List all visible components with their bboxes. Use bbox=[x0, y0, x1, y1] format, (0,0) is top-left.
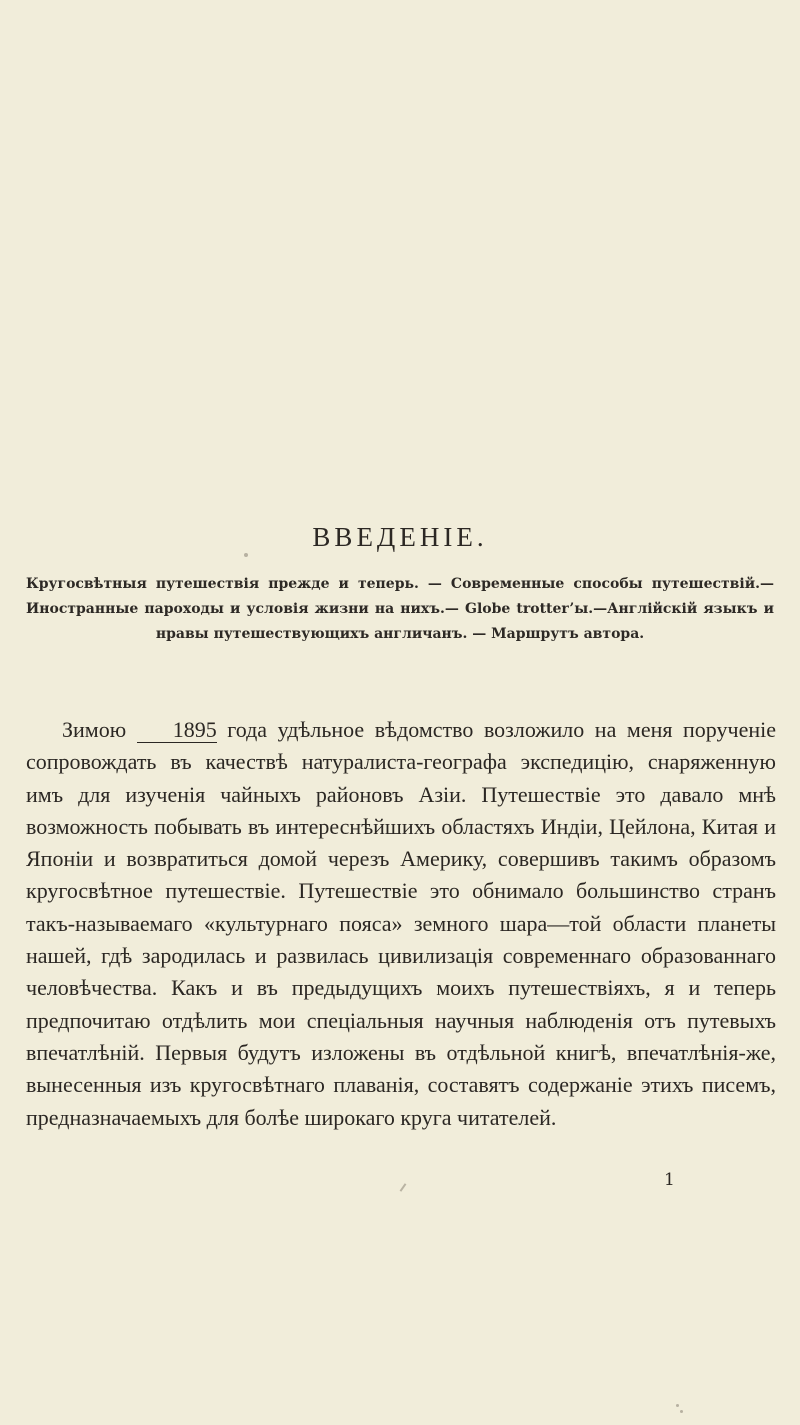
paper-speck bbox=[676, 1404, 679, 1407]
chapter-title: ВВЕДЕНIЕ. bbox=[312, 522, 488, 552]
body-text bbox=[26, 714, 776, 1134]
paper-speck bbox=[680, 1410, 683, 1413]
stray-mark bbox=[400, 1183, 407, 1192]
chapter-summary: Кругосвѣтныя путешествiя прежде и теперь. — Современные способы путешествiй.—Иностранные пароходы и условiя жизни на нихъ.— Globe trotter’ы.—Англiйскiй языкъ и нравы путешествующихъ англичанъ. — Маршрутъ автора. bbox=[26, 576, 774, 642]
page-number: 1 bbox=[664, 1170, 675, 1190]
body-text-start: Зимою bbox=[62, 717, 137, 742]
paper-speck bbox=[244, 553, 248, 557]
year-underlined: 1895 bbox=[137, 718, 217, 743]
body-paragraph bbox=[26, 714, 776, 1134]
body-text-rest: года удѣльное вѣдомство возложило на меня порученiе сопровождать въ качествѣ натуралиста-географа экспедицiю, снаряженную имъ для изученiя чайныхъ районовъ Азiи. Путешествiе это давало мнѣ возможность побывать въ интереснѣйшихъ областяхъ Индiи, Цейлона, Китая и Японiи и возвратиться домой черезъ Америку, совершивъ такимъ образомъ кругосвѣтное путешествiе. Путешествiе это обнимало большинство странъ такъ-называемаго «культурнаго пояса» земного шара—той области планеты нашей, гдѣ зародилась и развилась цивилизацiя современнаго образованнаго человѣчества. Какъ и въ предыдущихъ моихъ путешествiяхъ, я и теперь предпочитаю отдѣлить мои спецiальныя научныя наблюденiя отъ путевыхъ впечатлѣнiй. Первыя будутъ изложены въ отдѣльной книгѣ, впечатлѣнiя-же, вынесенныя изъ кругосвѣтнаго плаванiя, составятъ содержанiе этихъ писемъ, предназначаемыхъ для болѣе широкаго круга читателей. bbox=[26, 717, 776, 1130]
